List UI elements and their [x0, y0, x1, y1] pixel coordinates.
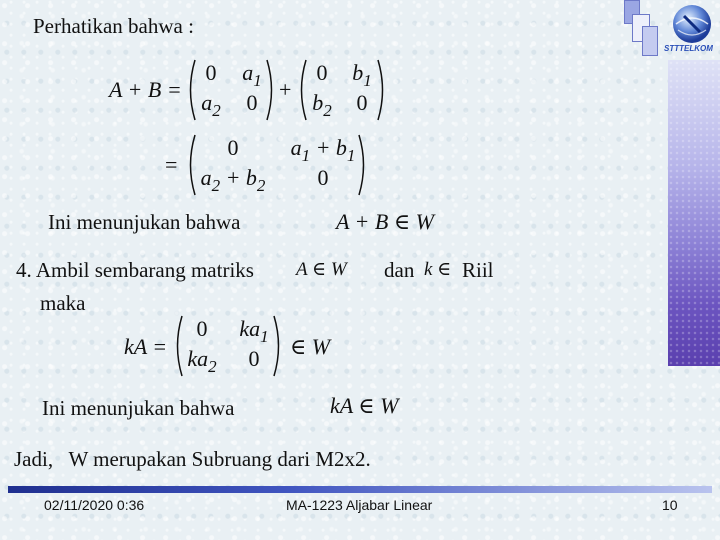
matrix-b-c12: $b_1$ — [352, 60, 372, 90]
matrix-sum-c11: 0 — [227, 135, 239, 160]
conclusion: Jadi, W merupakan Subruang dari M2x2. — [14, 447, 371, 471]
matrix-a-c21: $a_2$ — [201, 90, 221, 120]
footer-page-number: 10 — [662, 497, 678, 513]
matrix-b — [296, 58, 388, 122]
matrix-b-c11: 0 — [316, 60, 328, 85]
item4-riil: Riil — [462, 258, 494, 282]
matrix-ka-c11: 0 — [196, 316, 208, 341]
matrix-sum-c22: 0 — [317, 165, 329, 190]
eq2-equals: = — [165, 152, 178, 177]
matrix-a-brackets — [185, 58, 277, 122]
matrix-b-c21: $b_2$ — [312, 90, 332, 120]
item4-text: 4. Ambil sembarang matriks — [16, 258, 254, 282]
item4-math-k: k ∈ — [424, 259, 452, 280]
eq3-rhs: ∈ W — [290, 334, 331, 359]
footer-course: MA-1223 Aljabar Linear — [286, 497, 433, 513]
item4-and: dan — [384, 258, 415, 282]
footer-date: 02/11/2020 0:36 — [44, 497, 145, 513]
matrix-a — [185, 58, 277, 122]
statement-2-text: Ini menunjukan bahwa — [42, 396, 235, 420]
matrix-ka-c22: 0 — [248, 346, 260, 371]
matrix-ka-c12: $ka_1$ — [239, 316, 269, 346]
slide-heading: Perhatikan bahwa : — [33, 14, 194, 38]
matrix-a-c12: $a_1$ — [242, 60, 262, 90]
logo-text: STTTELKOM — [664, 44, 713, 53]
item4-math-a: A ∈ W — [296, 259, 347, 280]
item4-maka: maka — [40, 291, 86, 315]
matrix-ka-c21: $ka_2$ — [187, 346, 217, 376]
eq3-lhs: kA = — [124, 334, 168, 359]
matrix-sum — [185, 133, 369, 197]
statement-1-math: A + B ∈ W — [336, 209, 434, 234]
matrix-sum-c21: $a_2 + b_2$ — [200, 165, 266, 195]
statement-2-math: kA ∈ W — [330, 393, 399, 418]
footer-bar — [8, 486, 712, 493]
matrix-sum-c12: $a_1 + b_1$ — [290, 135, 356, 165]
statement-1-text: Ini menunjukan bahwa — [48, 210, 241, 234]
eq1-lhs: A + B = — [109, 77, 182, 102]
matrix-b-brackets — [296, 58, 388, 122]
logo — [662, 2, 720, 58]
matrix-a-c22: 0 — [246, 90, 258, 115]
matrix-b-c22: 0 — [356, 90, 368, 115]
matrix-a-c11: 0 — [205, 60, 217, 85]
eq1-plus: + — [279, 77, 292, 102]
decorative-side-bar — [668, 60, 720, 366]
matrix-ka — [172, 314, 284, 378]
